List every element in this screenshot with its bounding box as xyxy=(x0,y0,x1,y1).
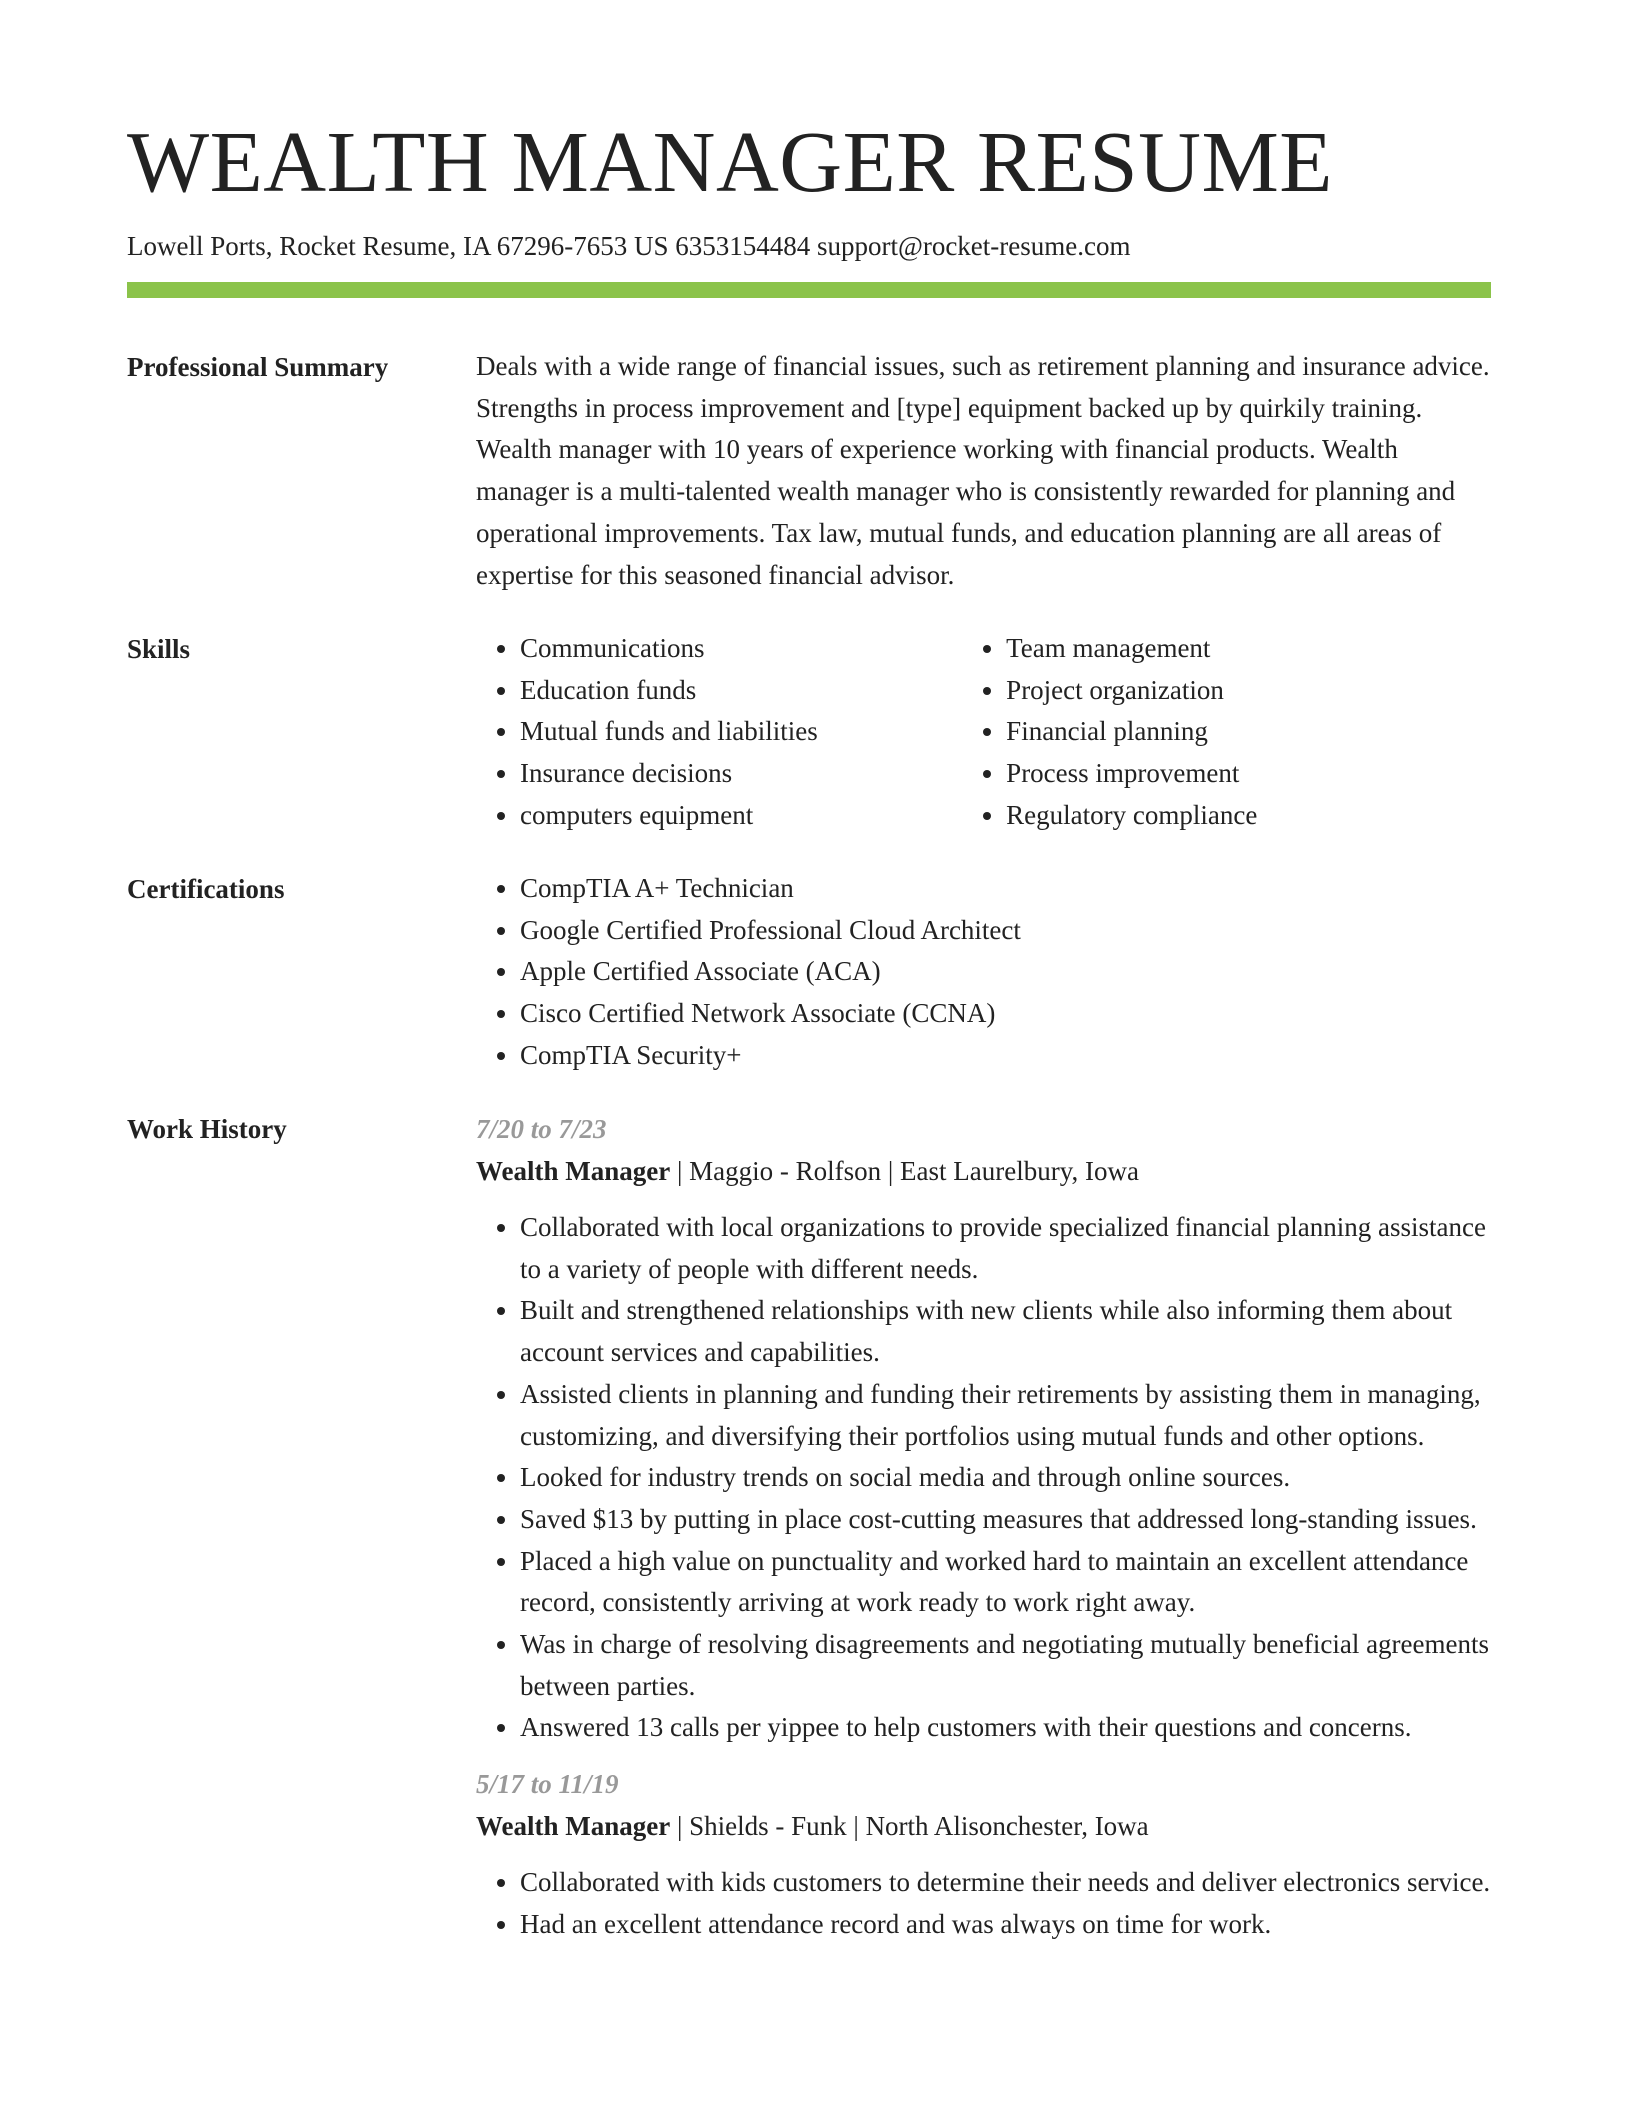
skill-item: • Team management xyxy=(1006,628,1491,670)
job-heading xyxy=(476,1150,1491,1192)
job-bullet: • Had an excellent attendance record and was always on time for work. xyxy=(520,1904,1491,1946)
job-bullet: • Was in charge of resolving disagreements and negotiating mutually beneficial agreements between parties. xyxy=(520,1624,1491,1707)
job-entry xyxy=(476,1108,1491,1749)
certification-item: • CompTIA Security+ xyxy=(520,1035,1491,1077)
contact-line: Lowell Ports, Rocket Resume, IA 67296-7653 US 6353154484 support@rocket-resume.com xyxy=(127,231,1131,261)
job-dates: 5/17 to 11/19 xyxy=(476,1769,619,1800)
skill-item: • Project organization xyxy=(1006,670,1491,712)
skills-columns xyxy=(476,628,1491,837)
skill-item: • Insurance decisions xyxy=(520,753,962,795)
certifications-body xyxy=(476,868,1491,1077)
resume-title: WEALTH MANAGER RESUME xyxy=(127,113,1333,210)
skills-heading: Skills xyxy=(127,634,191,664)
job-details: | Shields - Funk | North Alisonchester, Iowa xyxy=(670,1811,1149,1842)
skill-item: • computers equipment xyxy=(520,795,962,837)
work-history-body xyxy=(476,1108,1491,1960)
job-title: Wealth Manager xyxy=(476,1156,671,1186)
job-bullet: • Saved $13 by putting in place cost-cutting measures that addressed long-standing issues. xyxy=(520,1499,1491,1541)
accent-divider xyxy=(127,282,1491,298)
skills-body xyxy=(476,628,1491,837)
skills-list-right xyxy=(962,628,1491,837)
certifications-heading: Certifications xyxy=(127,874,285,904)
job-bullet: • Collaborated with kids customers to determine their needs and deliver electronics service. xyxy=(520,1862,1491,1904)
work-history-heading: Work History xyxy=(127,1114,287,1144)
skill-item: • Financial planning xyxy=(1006,711,1491,753)
summary-heading: Professional Summary xyxy=(127,352,389,382)
certification-item: • Cisco Certified Network Associate (CCNA) xyxy=(520,993,1491,1035)
job-heading xyxy=(476,1805,1491,1847)
job-bullet: • Placed a high value on punctuality and worked hard to maintain an excellent attendance record, consistently arriving at work ready to work right away. xyxy=(520,1541,1491,1624)
skill-item: • Education funds xyxy=(520,670,962,712)
job-bullet: • Assisted clients in planning and funding their retirements by assisting them in managing, customizing, and diversifying their portfolios using mutual funds and other options. xyxy=(520,1374,1491,1457)
job-bullet: • Answered 13 calls per yippee to help customers with their questions and concerns. xyxy=(520,1707,1491,1749)
skill-item: • Process improvement xyxy=(1006,753,1491,795)
skill-item: • Communications xyxy=(520,628,962,670)
skill-item: • Regulatory compliance xyxy=(1006,795,1491,837)
job-dates: 7/20 to 7/23 xyxy=(476,1114,607,1144)
job-bullet: • Collaborated with local organizations to provide specialized financial planning assistance to a variety of people with different needs. xyxy=(520,1207,1491,1290)
certification-item: • CompTIA A+ Technician xyxy=(520,868,1491,910)
job-title: Wealth Manager xyxy=(476,1811,671,1842)
certification-item: • Google Certified Professional Cloud Architect xyxy=(520,910,1491,952)
job-bullet: • Looked for industry trends on social media and through online sources. xyxy=(520,1457,1491,1499)
job-bullets xyxy=(476,1207,1491,1749)
summary-text: Deals with a wide range of financial issues, such as retirement planning and insurance advice. Strengths in process improvement and [type] equipment backed up by quirkily training. Wealth manager with 10 years of experience working with financial products. Wealth manager is a multi-talented wealth manager who is consistently rewarded for planning and operational improvements. Tax law, mutual funds, and education planning are all areas of expertise for this seasoned financial advisor. xyxy=(476,351,1490,590)
skills-list-left xyxy=(476,628,962,837)
certification-item: • Apple Certified Associate (ACA) xyxy=(520,951,1491,993)
job-bullet: • Built and strengthened relationships with new clients while also informing them about account services and capabilities. xyxy=(520,1290,1491,1373)
job-bullets xyxy=(476,1862,1491,1945)
job-details: | Maggio - Rolfson | East Laurelbury, Iowa xyxy=(670,1156,1139,1186)
skill-item: • Mutual funds and liabilities xyxy=(520,711,962,753)
job-entry xyxy=(476,1763,1491,1945)
summary-body xyxy=(476,346,1491,596)
certifications-list xyxy=(476,868,1491,1077)
